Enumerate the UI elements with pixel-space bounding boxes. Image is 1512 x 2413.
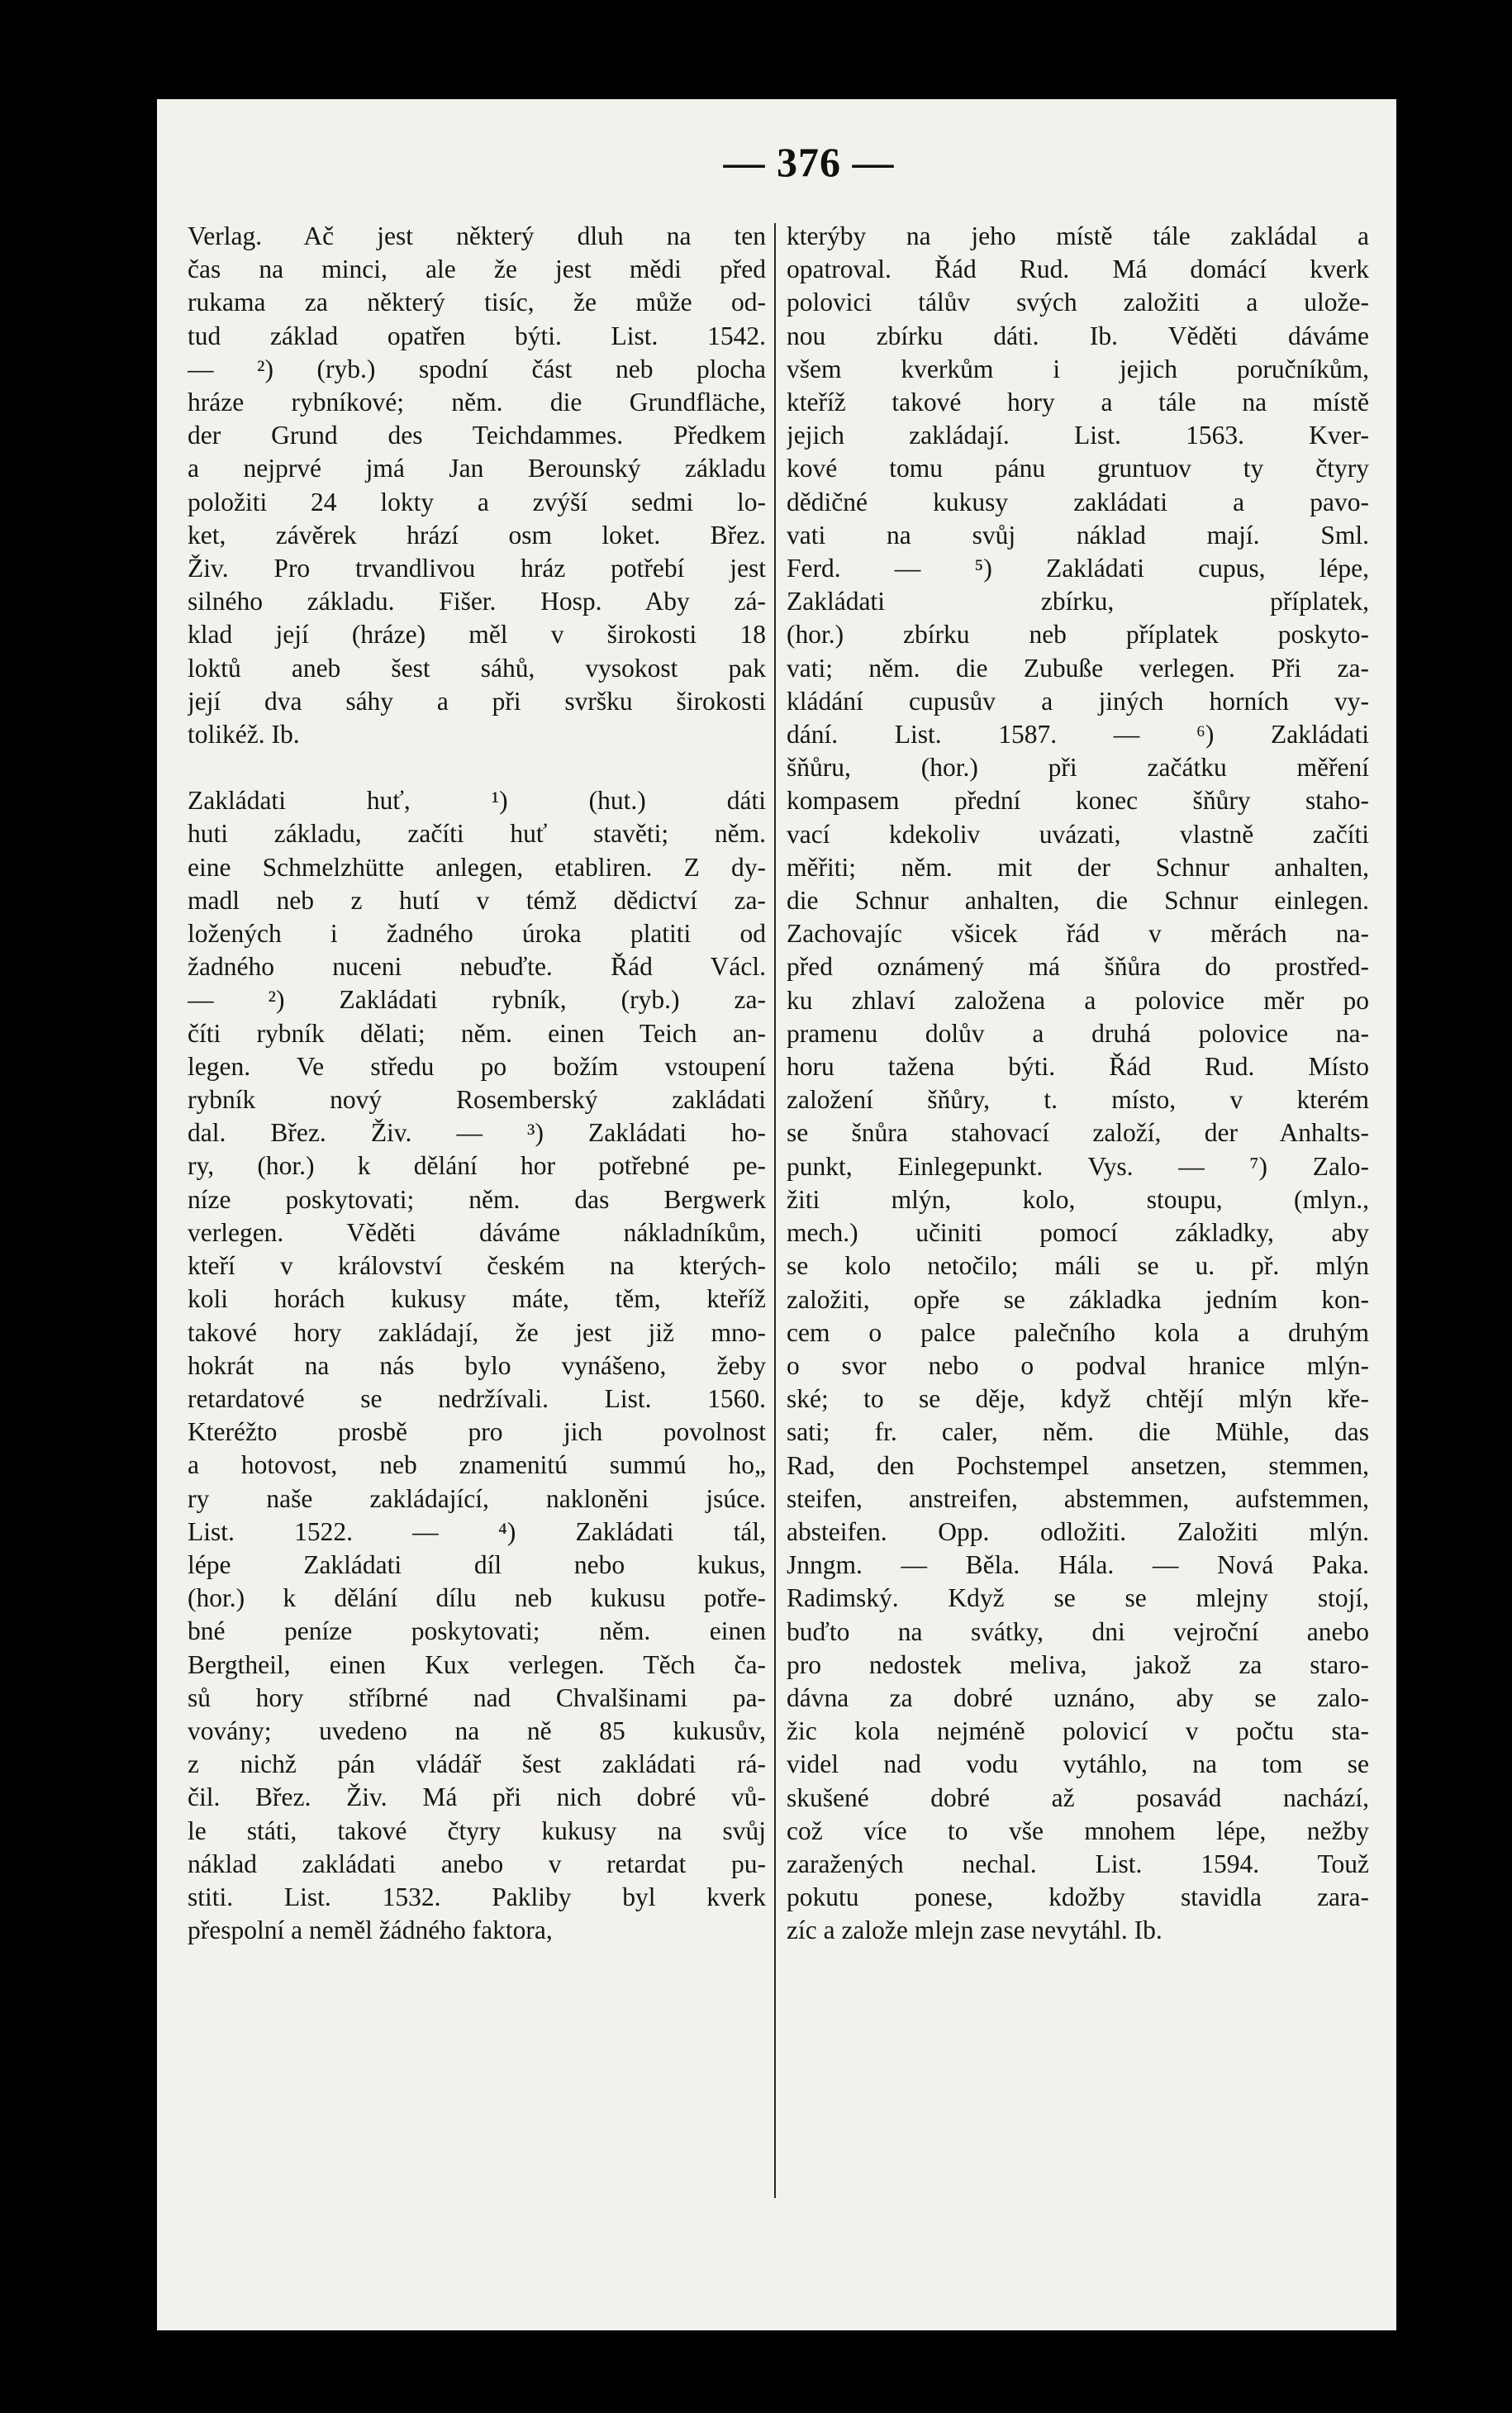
text-line: číti rybník dělati; něm. einen Teich an- (188, 1018, 766, 1048)
text-line: skušené dobré až posavád nachází, (787, 1782, 1369, 1812)
right-column (787, 220, 1369, 1948)
text-line: zaražených nechal. List. 1594. Touž (787, 1849, 1369, 1878)
text-line: tud základ opatřen býti. List. 1542. (188, 321, 766, 350)
text-line: Ferd. — ⁵) Zakládati cupus, lépe, (787, 554, 1369, 583)
text-line: založiti, opře se základka jedním kon- (787, 1284, 1369, 1314)
text-line: horu tažena býti. Řád Rud. Místo (787, 1052, 1369, 1082)
text-line: Zakládati zbírku, příplatek, (787, 587, 1369, 616)
text-line: šňůru, (hor.) při začátku měření (787, 753, 1369, 783)
text-line: vati na svůj náklad mají. Sml. (787, 520, 1369, 550)
text-line: verlegen. Věděti dáváme nákladníkům, (188, 1217, 766, 1247)
paragraph-gap (188, 751, 766, 784)
text-line: absteifen. Opp. odložiti. Založiti mlýn. (787, 1516, 1369, 1546)
text-line: sati; fr. caler, něm. die Mühle, das (787, 1417, 1369, 1447)
text-line: všem kverkům i jejich poručníkům, (787, 354, 1369, 383)
text-line: ložených i žadného úroka platiti od (188, 919, 766, 949)
text-line: a hotovost, neb znamenitú summú ho„ (188, 1450, 766, 1480)
text-line: steifen, anstreifen, abstemmen, aufstemmen, (787, 1483, 1369, 1513)
text-line: z nichž pán vládář šest zakládati rá- (188, 1749, 766, 1779)
text-line: ku zhlaví založena a polovice měr po (787, 985, 1369, 1015)
text-line: kterýby na jeho místě tále zakládal a (787, 221, 1369, 250)
text-line: klad její (hráze) měl v širokosti 18 (188, 620, 766, 650)
text-line: žic kola nejméně polovicí v počtu sta- (787, 1716, 1369, 1746)
text-line: die Schnur anhalten, die Schnur einlegen. (787, 886, 1369, 916)
text-line: a nejprvé jmá Jan Berounský základu (188, 454, 766, 483)
text-line: stiti. List. 1532. Pakliby byl kverk (188, 1882, 766, 1911)
text-line: což více to vše mnohem lépe, nežby (787, 1816, 1369, 1845)
text-line: hokrát na nás bylo vynášeno, žeby (188, 1350, 766, 1380)
text-line: (hor.) zbírku neb příplatek poskyto- (787, 620, 1369, 650)
text-line: bné peníze poskytovati; něm. einen (188, 1616, 766, 1646)
text-line: koli horách kukusy máte, těm, kteříž (188, 1284, 766, 1314)
text-line: měřiti; něm. mit der Schnur anhalten, (787, 852, 1369, 882)
text-line: der Grund des Teichdammes. Předkem (188, 421, 766, 450)
text-line: nou zbírku dáti. Ib. Věděti dáváme (787, 321, 1369, 350)
text-line: pramenu dolův a druhá polovice na- (787, 1018, 1369, 1048)
book-page (157, 99, 1396, 2330)
text-line: buďto na svátky, dni vejroční anebo (787, 1616, 1369, 1646)
text-line: žiti mlýn, kolo, stoupu, (mlyn., (787, 1184, 1369, 1214)
text-line: Jnngm. — Běla. Hála. — Nová Paka. (787, 1550, 1369, 1580)
text-line: cem o palce palečního kola a druhým (787, 1317, 1369, 1347)
text-line: rybník nový Rosemberský zakládati (188, 1085, 766, 1115)
text-line: přespolní a neměl žádného faktora, (188, 1916, 553, 1945)
text-line: dědičné kukusy zakládati a pavo- (787, 487, 1369, 516)
text-line: Zachovajíc všicek řád v měrách na- (787, 919, 1369, 949)
text-line: její dva sáhy a při svršku širokosti (188, 686, 766, 716)
text-line: zíc a založe mlejn zase nevytáhl. Ib. (787, 1916, 1163, 1945)
text-line: kteříž takové hory a tále na místě (787, 388, 1369, 417)
text-line: retardatové se nedržívali. List. 1560. (188, 1383, 766, 1413)
text-line: hráze rybníkové; něm. die Grundfläche, (188, 388, 766, 417)
text-line: kládání cupusův a jiných horních vy- (787, 686, 1369, 716)
text-line: (hor.) k dělání dílu neb kukusu potře- (188, 1583, 766, 1613)
text-line: o svor nebo o podval hranice mlýn- (787, 1350, 1369, 1380)
text-line: ket, závěrek hrází osm loket. Břez. (188, 520, 766, 550)
text-line: před oznámený má šňůra do prostřed- (787, 952, 1369, 982)
text-line: polovici tálův svých založiti a ulože- (787, 288, 1369, 317)
text-line: se kolo netočilo; máli se u. př. mlýn (787, 1251, 1369, 1281)
page-number: — 376 — (723, 139, 895, 185)
text-line: lépe Zakládati díl nebo kukus, (188, 1549, 766, 1579)
text-line: pokutu ponese, kdožby stavidla zara- (787, 1882, 1369, 1912)
text-line: — ²) Zakládati rybník, (ryb.) za- (188, 985, 766, 1015)
text-line: se šnůra stahovací založí, der Anhalts- (787, 1118, 1369, 1148)
text-line: opatroval. Řád Rud. Má domácí kverk (787, 255, 1369, 284)
text-line: List. 1522. — ⁴) Zakládati tál, (188, 1516, 766, 1546)
column-divider (774, 223, 776, 2198)
text-line: punkt, Einlegepunkt. Vys. — ⁷) Zalo- (787, 1151, 1369, 1181)
text-line: čil. Břez. Živ. Má při nich dobré vů- (188, 1782, 766, 1812)
text-line: žadného nuceni nebuďte. Řád Václ. (188, 952, 766, 982)
text-line: le státi, takové čtyry kukusy na svůj (188, 1816, 766, 1845)
text-line: dání. List. 1587. — ⁶) Zakládati (787, 720, 1369, 750)
text-line: videl nad vodu vytáhlo, na tom se (787, 1749, 1369, 1779)
text-line: Kteréžto prosbě pro jich povolnost (188, 1417, 766, 1447)
text-line: vovány; uvedeno na ně 85 kukusův, (188, 1716, 766, 1745)
text-line: níze poskytovati; něm. das Bergwerk (188, 1184, 766, 1214)
text-line: ry, (hor.) k dělání hor potřebné pe- (188, 1151, 766, 1181)
text-line: tolikéž. Ib. (188, 720, 300, 750)
text-line: ské; to se děje, když chtějí mlýn kře- (787, 1384, 1369, 1414)
text-line: huti základu, začíti huť stavěti; něm. (188, 819, 766, 849)
text-line: kové tomu pánu gruntuov ty čtyry (787, 454, 1369, 483)
text-line: legen. Ve středu po božím vstoupení (188, 1051, 766, 1081)
left-column (188, 220, 766, 1947)
text-line: takové hory zakládají, že jest již mno- (188, 1317, 766, 1347)
text-line: eine Schmelzhütte anlegen, etabliren. Z dy- (188, 852, 766, 882)
text-line: pro nedostek meliva, jakož za staro- (787, 1649, 1369, 1679)
text-line: rukama za některý tisíc, že může od- (188, 288, 766, 317)
text-line: ry naše zakládající, nakloněni jsúce. (188, 1483, 766, 1513)
text-line: loktů aneb šest sáhů, vysokost pak (188, 653, 766, 683)
text-line: Verlag. Ač jest některý dluh na ten (188, 221, 766, 250)
text-line: založení šňůry, t. místo, v kterém (787, 1085, 1369, 1115)
text-line: náklad zakládati anebo v retardat pu- (188, 1849, 766, 1878)
text-line: dávna za dobré uznáno, aby se zalo- (787, 1682, 1369, 1712)
text-line: Radimský. Když se se mlejny stojí, (787, 1583, 1369, 1613)
text-line: Rad, den Pochstempel ansetzen, stemmen, (787, 1450, 1369, 1480)
text-line: — ²) (ryb.) spodní část neb plocha (188, 354, 766, 383)
text-line: madl neb z hutí v témž dědictví za- (188, 885, 766, 915)
text-line: Zakládati huť, ¹) (hut.) dáti (188, 786, 766, 816)
text-line: Živ. Pro trvandlivou hráz potřebí jest (188, 554, 766, 583)
text-line: Bergtheil, einen Kux verlegen. Těch ča- (188, 1649, 766, 1679)
text-line: vací kdekoliv uvázati, vlastně začíti (787, 819, 1369, 849)
text-line: položiti 24 lokty a zvýší sedmi lo- (188, 487, 766, 516)
text-line: dal. Břez. Živ. — ³) Zakládati ho- (188, 1118, 766, 1148)
text-line: čas na minci, ale že jest mědi před (188, 255, 766, 284)
text-line: jejich zakládají. List. 1563. Kver- (787, 421, 1369, 450)
text-line: mech.) učiniti pomocí základky, aby (787, 1218, 1369, 1248)
text-line: kteří v království českém na kterých- (188, 1251, 766, 1281)
text-line: silného základu. Fišer. Hosp. Aby zá- (188, 587, 766, 616)
text-line: vati; něm. die Zubuße verlegen. Při za- (787, 653, 1369, 683)
text-line: kompasem přední konec šňůry staho- (787, 786, 1369, 816)
text-line: sů hory stříbrné nad Chvalšinami pa- (188, 1682, 766, 1712)
